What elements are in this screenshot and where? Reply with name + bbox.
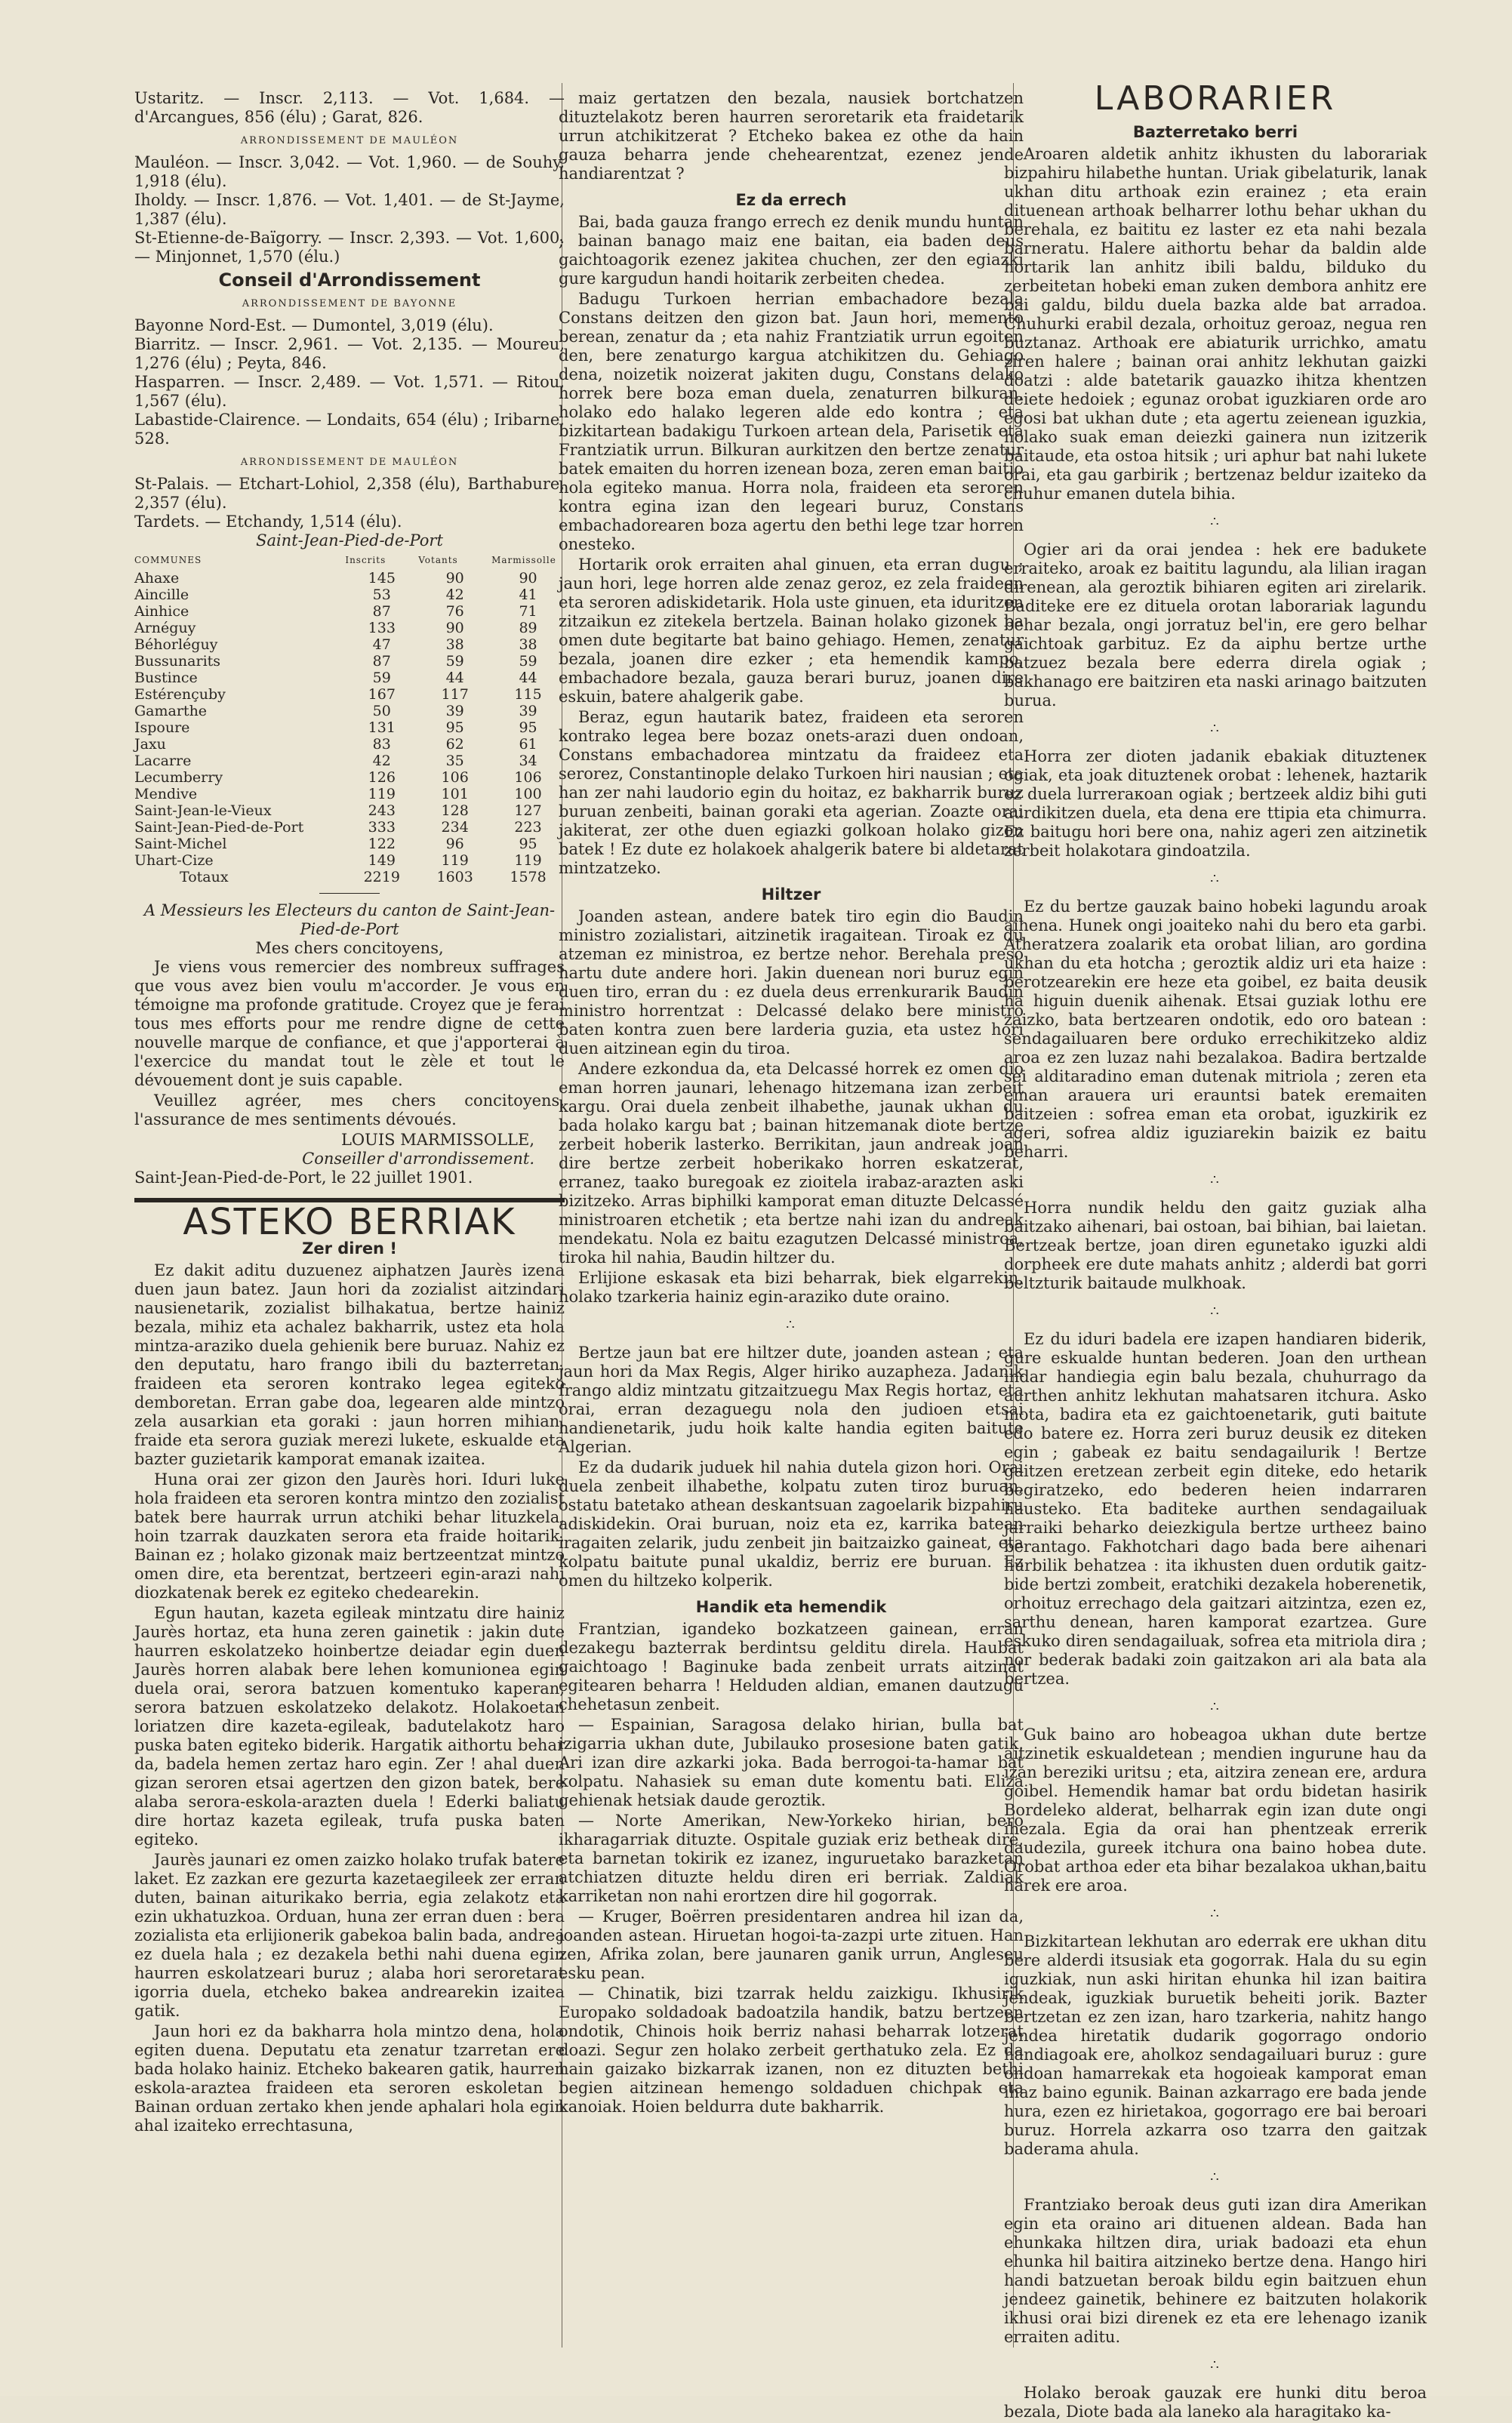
paragraph: Egun hautan, kazeta egileak mintzatu dire hainiz Jaurès hortaz, eta huna zeren gainetik : jakin dute haurren eskolatzeko hoinbertze deiadar egin duen Jaurès horren alabak bere lehen komunionea egin duela orai, serora batzuen komentuko kaperan, serora batzuen eskolatzeko delakotz. Holakoetan loriatzen dire kazeta-egileak, badutelakotz haro puska baten egiteko biderik. Hargatik aithortu behar da, badela hemen zertaz haro egin. Zer ! ahal duen gizan seroren etsai agertzen den gizon batek, bere alaba serora-eskola-arazten duela ! Ederki baliatu dire hortaz kazeta egileak, trufa puska baten egiteko. xyxy=(134,1604,565,1849)
paragraph: Guk baino aro hobeagoa ukhan dute bertze aitzinetik eskualdetean ; mendien ingurune hau da izan bereziki uritsu ; eta, aitzira zenean ere, ardura goibel. Hemendik hamar bat ordu bidetan hasirik Bordeleko alderat, belharrak egin izan dute ongi ihezala. Egia da orai han phentzeak errerik daudezila, gureek itchura ona baino hobea dute. Orobat arthoa eder eta bihar bezalakoa ukhan,baitu harek ere aroa. xyxy=(1004,1726,1427,1895)
article-body xyxy=(559,907,1024,1307)
commune-name: Saint-Jean-le-Vieux xyxy=(134,802,272,819)
table-cell: 76 xyxy=(445,603,464,620)
table-row xyxy=(134,836,565,852)
divider xyxy=(319,893,380,894)
article-body xyxy=(559,1344,1024,1590)
column-header: Marmissolle xyxy=(491,555,556,565)
conseil-title: Conseil d'Arrondissement xyxy=(218,269,481,291)
table-cell: 38 xyxy=(445,636,464,653)
commune-name: Aincille xyxy=(134,587,189,603)
table-cell: 95 xyxy=(445,719,464,736)
paragraph: Jaurès jaunari ez omen zaizko holako trufak batere laket. Ez zazkan ere gezurta kazetaegileek zer erran duten, bainan aiturikako berria, egia zelakotz eta ezin ukhatuzkoa. Orduan, huna zer erran duen : bera zozialista eta erlijionerik gabekoa balin bada, andrea ez duela hala ; ez dezakela bethi nahi duena egin haurren eskolatzeari buruz ; alaba hori seroretarat igorria duela, etcheko bakea andrearekin izaitea gatik. xyxy=(134,1851,565,2020)
table-cell: 234 xyxy=(441,819,469,836)
table-cell: 59 xyxy=(445,653,464,670)
paragraph: maiz gertatzen den bezala, nausiek bortchatzen dituztelakotz beren haurren seroretarik eta fraidetarik urrun atchikitzerat ? Etcheko bakea ez othe da hain gauza beharra jende chehearentzat, ezenez jende handiarentzat ? xyxy=(559,89,1024,183)
result-line: Labastide-Clairence. — Londaits, 654 (élu) ; Iribarne, 528. xyxy=(134,411,565,448)
commune-name: Lacarre xyxy=(134,753,192,769)
paragraph: Huna orai zer gizon den Jaurès hori. Iduri luke hola fraideen eta seroren kontra mintzo den zozialist batek bere haurrak urrun atchiki behar lituzkela, hoin tzarrak dauzkaten serora eta fraide hoitarik. Bainan ez ; holako gizonak maiz bertzeentzat mintzo omen dire, eta berentzat, bertzeeri egin-arazi nahi diozkatenak berek ez egiteko chedearekin. xyxy=(134,1470,565,1602)
article-continuation xyxy=(559,89,1024,183)
table-row xyxy=(134,670,565,686)
table-row xyxy=(134,570,565,587)
paragraph: Bertze jaun bat ere hiltzer dute, joanden astean ; eta jaun hori da Max Regis, Alger hiriko auzapheza. Jadanik frango aldiz mintzatu gitzaitzuegu Max Regis hortaz, eta orai, erran dezaguegu nola den judioen etsai handienetarik, judu hoik kalte handia egiten baitute Algerian. xyxy=(559,1344,1024,1456)
paragraph: — Chinatik, bizi tzarrak heldu zaizkigu. Ikhusirik Europako soldadoak badoatzila handik, batzu bertzeen ondotik, Chinois hoik berriz nahasi beharrak lotzerat doazi. Segur zen holako zerbeit gerthatuko zela. Ez da hain gaizako bizkarrak izanen, non ez dituzten bethi begien aitzinean hemengo soldaduen chichpak eta kanoiak. Hoien beldurra dute bakharrik. xyxy=(559,1984,1024,2116)
commune-name: Ahaxe xyxy=(134,570,180,587)
paragraph: Frantzian, igandeko bozkatzeen gainean, erran dezakegu bazterrak berdintsu gelditu direla. Haubat gaichtoago ! Baginuke bada zenbeit urrats aitzinat egitearen beharra ! Helduden aldian, emanen dautzugu chehetasun zenbeit. xyxy=(559,1620,1024,1713)
table-cell: 61 xyxy=(519,736,537,753)
commune-name: Béhorléguy xyxy=(134,636,218,653)
totals-label: Totaux xyxy=(180,869,229,885)
arrondissement-bayonne: ARRONDISSEMENT DE BAYONNE xyxy=(242,298,457,309)
table-cell: 90 xyxy=(445,620,464,636)
table-cell: 62 xyxy=(445,736,464,753)
table-row xyxy=(134,653,565,670)
table-cell: 39 xyxy=(519,703,537,719)
table-cell: 87 xyxy=(372,653,391,670)
totals-row xyxy=(134,869,565,885)
table-cell: 119 xyxy=(368,786,396,802)
commune-name: Bussunarits xyxy=(134,653,221,670)
table-row xyxy=(134,620,565,636)
table-row xyxy=(134,736,565,753)
table-row xyxy=(134,802,565,819)
bayonne-results xyxy=(134,316,565,448)
column-header: COMMUNES xyxy=(134,555,202,565)
commune-name: Jaxu xyxy=(134,736,166,753)
separator-stars: ∴ xyxy=(1210,1906,1221,1922)
table-row xyxy=(134,703,565,719)
paragraph: Andere ezkondua da, eta Delcassé horrek ez omen dio eman horren jaunari, lehenago hitzemana izan zerbeit kargu. Orai duela zenbeit ilhabethe, jaunak ukhan du bada holako kargu bat ; bainan hitzemanak diote bertze zerbeit hoberik lasterko. Berrikitan, jaun andreak joan dire bertze zerbeit hoberikako horren eskatzerat, erranez, taako buregoak ez zioitela irabaz-arazten aski bizitzeko. Arras biphilki kamporat eman dituzte Delcassé ministroaren etchetik ; eta bertze nahi izan du andreak mendekatu. Nola ez baitu ezagutzen Delcassé ministroa, tiroka hil nahia, Baudin hiltzer du. xyxy=(559,1060,1024,1267)
table-cell: 167 xyxy=(368,686,396,703)
paragraph: Joanden astean, andere batek tiro egin dio Baudin ministro zozialistari, aitzinetik iragaitean. Tiroak ez du atzeman ez ministroa, ez bertze nehor. Berehala preso hartu dute andere hori. Jakin duenean nori buruz egin duen tiro, erran du : ez duela deus errenkurarik Baudin ministro horrentzat : Delcassé delako bere ministro baten kontra zuen bere larderia guzia, eta ustez hori duen aitzinean egin du tiroa. xyxy=(559,907,1024,1058)
result-line: Biarritz. — Inscr. 2,961. — Vot. 2,135. — Moureu, 1,276 (élu) ; Peyta, 846. xyxy=(134,335,565,372)
table-cell: 53 xyxy=(372,587,391,603)
column-header: Votants xyxy=(418,555,458,565)
table-cell: 90 xyxy=(445,570,464,587)
letter-title: A Messieurs les Electeurs du canton de Saint-Jean-Pied-de-Port xyxy=(143,901,556,938)
commune-name: Mendive xyxy=(134,786,198,802)
table-cell: 1578 xyxy=(510,869,547,885)
commune-name: Gamarthe xyxy=(134,703,208,719)
signature-name: LOUIS MARMISSOLLE, xyxy=(340,1131,534,1149)
article-body xyxy=(559,213,1024,878)
signature-title: Conseiller d'arrondissement. xyxy=(302,1150,534,1168)
table-cell: 41 xyxy=(519,587,537,603)
column-header: Inscrits xyxy=(345,555,386,565)
article-title: Zer diren ! xyxy=(302,1239,397,1258)
table-cell: 119 xyxy=(514,852,542,869)
paragraph: Ez dakit aditu duzuenez aiphatzen Jaurès izena duen jaun batez. Jaun hori da zozialist aitzindari nausienetarik, zozialist bilhakatua, bertze hainiz bezala, mihiz eta achalez bakharrik, ustez eta hola mintza-araziko duela gehienik bere buruaz. Nahiz ez den deputatu, haro frango ibili du bazterretan, fraideen eta seroren kontrako legea egiteko demboretan. Erran gabe doa, legearen alde mintzo zela ausarkian eta goraki : jaun horren mihian, fraide eta serora guziak merezi lukete, eskualde eta bazter guzietarik kamporat emanak izaitea. xyxy=(134,1261,565,1468)
letter-paragraph: Veuillez agréer, mes chers concitoyens, l'assurance de mes sentiments dévoués. xyxy=(134,1091,565,1128)
letter-paragraph: Je viens vous remercier des nombreux suffrages que vous avez bien voulu m'accorder. Je vous en témoigne ma profonde gratitude. Croyez que je ferai tous mes efforts pour me rendre digne de cette nouvelle marque de confiance, et que j'apporterai à l'exercice du mandat tout le zèle et tout le dévouement dont je suis capable. xyxy=(134,958,565,1089)
article-title: Bazterretako berri xyxy=(1132,123,1298,141)
table-row xyxy=(134,587,565,603)
table-cell: 106 xyxy=(441,769,469,786)
table-cell: 127 xyxy=(514,802,542,819)
commune-name: Arnéguy xyxy=(134,620,196,636)
mauleon-results xyxy=(134,475,565,531)
commune-name: Bustince xyxy=(134,670,198,686)
column-middle xyxy=(559,89,1024,2118)
table-cell: 83 xyxy=(372,736,391,753)
table-cell: 223 xyxy=(514,819,542,836)
result-line: Ustaritz. — Inscr. 2,113. — Vot. 1,684. — d'Arcangues, 856 (élu) ; Garat, 826. xyxy=(134,89,565,126)
table-row xyxy=(134,852,565,869)
table-cell: 89 xyxy=(519,620,537,636)
paragraph: Holako beroak gauzak ere hunki ditu beroa bezala, Diote bada ala laneko ala haragitako ka- xyxy=(1004,2384,1427,2421)
table-cell: 50 xyxy=(372,703,391,719)
paragraph: Ez du iduri badela ere izapen handiaren biderik, gure eskualde huntan bederen. Joan den urthean indar handiegia egin balu bezala, chuhurrago da aurthen anhitz lekhutan mahatsaren itchura. Asko mota, badira eta ez gaichtoenetarik, guti baitute edo batere ez. Horra zeri buruz deusik ez diteken egin ; gabeak ez baitu sendagailurik ! Bertze gaitzen eretzean zerbeit egin diteke, edo hetarik begiratzeko, edo bederen heien indarraren hausteko. Eta baditeke aurthen sendagailuak jarraiki beharko deiezkigula bertze urtheez baino berantago. Fakhotchari dago bada bere aihenari hurbilik behatzea : ita ikhusten duen ordutik gaitz-bide bertzi zombeit, eratchiki dezakela hoberenetik, orhoituz errechago dela gaitzari aitzintza, ezen ez, sarthu denean, haren kamporat ezartzea. Gure eskuko diren sendagailuak, sofrea eta mitriola dira ; nor bederak badaki zoin gaitzakon ari ala bata ala bertzea. xyxy=(1004,1330,1427,1688)
canton-title: Saint-Jean-Pied-de-Port xyxy=(256,531,443,550)
commune-name: Estérençuby xyxy=(134,686,226,703)
table-cell: 333 xyxy=(368,819,396,836)
result-line: Hasparren. — Inscr. 2,489. — Vot. 1,571. — Ritou, 1,567 (élu). xyxy=(134,373,565,410)
section-heading-asteko-berriak: ASTEKO BERRIAK xyxy=(134,1198,565,1232)
table-row xyxy=(134,769,565,786)
paragraph: Ogier ari da orai jendea : hek ere badukete erraiteko, aroak ez baititu lagundu, ala lilian iragan direnean, ala geroztik bihiaren egiten ari zirelarik. Baditeke ere ez dituela orotan laborariak lagundu behar bezala, ongi jorratuz bel'in, ere gero belhar gaichtoak garbituz. Ez da aiphu bertze urthe batzuez bezala bere ederra direla ogiak ; bakhanago ere baitziren eta naski arinago baitzuten burua. xyxy=(1004,540,1427,710)
result-line: Iholdy. — Inscr. 1,876. — Vot. 1,401. — de St-Jayme, 1,387 (élu). xyxy=(134,191,565,228)
section-heading-laborarier: LABORARIER xyxy=(1094,79,1337,118)
table-cell: 2219 xyxy=(363,869,400,885)
paragraph: Ez du bertze gauzak baino hobeki lagundu aroak aihena. Hunek ongi joaiteko nahi du bero eta garbi. Atheratzera zoalarik eta orobat lilian, aro gordina ukhan du eta hotcha ; geroztik aldiz uri eta haize : berotzearekin ere heze eta goibel, ez baita deusik ha higuin duenik aihenak. Etsai guziak lothu ere zaizko, bata bertzearen ondotik, edo oro batean : sendagailuaren bere orduko errechikitzeko aldiz aroa ez zen luzaz nahi bezalakoa. Badira bertzalde sei alditaradino eman dutenak mitriola ; zeren eta eman arauera uri erauntsi batek eremaiten baitzeien : sofrea eman eta orobat, iguzkirik ez ageri, sofrea aldiz iguziarekin baizik ez baitu beharri. xyxy=(1004,897,1427,1161)
paragraph: Beraz, egun hautarik batez, fraideen eta seroren kontrako legea bere bozaz onets-arazi duen ondoan, Constans embachadorea mintzatu da fraideez eta serorez, Constantinople delako Turkoen hiri nausian ; eta han zer nahi laudorio egin du hoitaz, ez bakharrik buruz buruan zenbeiti, bainan goraki eta agerian. Zoazte orai jakiterat, zer othe duen egiazki golkoan holako gizon batek ! Ez dute ez holakoek ahalgerik batere bi aldetarat mintzatzeko. xyxy=(559,708,1024,877)
table-cell: 117 xyxy=(441,686,469,703)
table-cell: 115 xyxy=(514,686,542,703)
paragraph: Horra nundik heldu den gaitz guziak alha baitzako aihenari, bai ostoan, bai bihian, bai laietan. Bertzeak bertze, joan diren egunetako iguzki aldi dorpheek ere dute mahats anhitz ; alderdi bat gorri beltzturik baitaude mulkhoak. xyxy=(1004,1199,1427,1292)
paragraph: Bizkitartean lekhutan aro ederrak ere ukhan ditu bere alderdi itsusiak eta gogorrak. Hala du su egin iguzkiak, nun aski hiritan ehunka hil izan baitira jendeak, iguzkiak buruetik beheiti jorik. Bazter bertzetan ez zen izan, haro tzarkeria, nahitz hango jendea hiretatik dudarik gogorrago ondorio handiagoak ere, aholkoz sendagailuari buruz : gure ondoan hamarrekak eta hogoieak kamporat eman ihaz baino egunik. Bainan azkarrago ere bada jende hura, ezen ez hirietakoa, gogorrago ere bai beroari buruz. Horrela azkarra oso tzarra den gaitzak baderama ahula. xyxy=(1004,1932,1427,2158)
paragraph: — Kruger, Boërren presidentaren andrea hil izan da, joanden astean. Hiruetan hogoi-ta-zazpi urte zituen. Han zen, Afrika zolan, bere jaunaren ganik urrun, Angleseu esku pean. xyxy=(559,1907,1024,1982)
paragraph: Ez da dudarik juduek hil nahia dutela gizon hori. Orai duela zenbeit ilhabethe, kolpatu zuten tiroz buruan, ostatu batetako athean deskantsuan zagoelarik bizpahiru adiskidekin. Orai buruan, noiz eta ez, karrika batean iragaiten zelarik, judu zenbeit jin baitzaizko gaineat, eta kolpatu baitute punal ukaldiz, berriz ere buruan. Ez omen du hiltzeko kolperik. xyxy=(559,1458,1024,1590)
paragraph: Frantziako beroak deus guti izan dira Amerikan egin eta oraino ari dituenen aldean. Bada han ehunkaka hiltzen dira, uriak badoazi eta ehun ehunka hil baitira aitzineko bertze dena. Hango hiri handi batzuetan beroak bildu egin baitzuen ehun jendeez gainetik, behinere ez baitzuten holakorik ikhusi orai bizi direnek ez eta ere lehenago izanik erraiten aditu. xyxy=(1004,2196,1427,2346)
letter-greeting: Mes chers concitoyens, xyxy=(255,939,444,957)
column-right xyxy=(1004,79,1427,2423)
table-row xyxy=(134,753,565,769)
table-cell: 42 xyxy=(372,753,391,769)
separator-stars: ∴ xyxy=(1210,1699,1221,1715)
table-cell: 126 xyxy=(368,769,396,786)
article-body xyxy=(1004,145,1427,2421)
table-cell: 122 xyxy=(368,836,396,852)
table-row xyxy=(134,603,565,620)
table-cell: 42 xyxy=(445,587,464,603)
article-body xyxy=(559,1620,1024,2117)
paragraph: Hortarik orok erraiten ahal ginuen, eta erran dugu ; jaun hori, lege horren alde zenaz geroz, ez zela fraideen eta seroren adiskidetarik. Hola uste ginuen, eta iduritzen zitzaikun ez zitekela bertzela. Bainan holako gizonek ba omen dute begitarte bat baino gehiago. Hemen, zenatur bezala, joanen dire ezker ; eta hemendik kampo, embachadore bezala, gauza berari buruz, joanen dire eskuin, batere ahalgerik gabe. xyxy=(559,556,1024,706)
table-cell: 35 xyxy=(445,753,464,769)
result-line: Bayonne Nord-Est. — Dumontel, 3,019 (élu). xyxy=(134,316,494,334)
commune-name: Uhart-Cize xyxy=(134,852,214,869)
paragraph: Badugu Turkoen herrian embachadore bezala Constans deitzen den gizon bat. Jaun hori, memento berean, zenatur da ; eta nahiz Frantziatik urrun egoiten den, bere zenaturgo kargua atchikitzen du. Gehiago dena, noizetik noizerat jakiten dugu, Constans delako horrek bere boza eman duela, zenaturren bilkuran, holako edo halako legeren alde edo kontra ; eta bizkitartean badakigu Turkoen artean dela, Parisetik eta Frantziatik urrun. Bilkuran aurkitzen den bertze zenatur batek emaiten du horren izenean boza, zeren eman baitio hola egiteko manua. Horra nola, fraideen eta seroren kontra egina izan den legeari buruz, Constans embachadorearen boza agertu den bethi lege tzar horren onesteko. xyxy=(559,290,1024,553)
table-cell: 39 xyxy=(445,703,464,719)
result-line: Tardets. — Etchandy, 1,514 (élu). xyxy=(134,513,402,531)
table-row xyxy=(134,819,565,836)
table-row xyxy=(134,686,565,703)
table-row xyxy=(134,636,565,653)
article-body xyxy=(134,1261,565,2135)
table-cell: 128 xyxy=(441,802,469,819)
separator-stars: ∴ xyxy=(1210,1172,1221,1188)
paragraph: Erlijione eskasak eta bizi beharrak, biek elgarrekin, holako tzarkeria hainiz egin-araziko dute oraino. xyxy=(559,1269,1024,1306)
table-cell: 38 xyxy=(519,636,537,653)
commune-name: Saint-Jean-Pied-de-Port xyxy=(134,819,304,836)
separator-stars: ∴ xyxy=(1210,871,1221,887)
table-cell: 59 xyxy=(372,670,391,686)
article-title: Hiltzer xyxy=(761,885,821,904)
separator-stars: ∴ xyxy=(1210,1304,1221,1319)
table-cell: 1603 xyxy=(436,869,473,885)
table-cell: 44 xyxy=(519,670,537,686)
result-line: St-Palais. — Etchart-Lohiol, 2,358 (élu), Barthabure, 2,357 (élu). xyxy=(134,475,565,512)
table-cell: 95 xyxy=(519,836,537,852)
paragraph: Bai, bada gauza frango errech ez denik mundu huntan ; bainan banago maiz ene baitan, eia baden deus gaichtoagorik ezenez jakitea chuchen, zer den egiazki gure kargudun handi hoitarik zerbeiten chedea. xyxy=(559,213,1024,288)
table-cell: 90 xyxy=(519,570,537,587)
paragraph: — Norte Amerikan, New-Yorkeko hirian, bero ikharagarriak dituzte. Ospitale guziak eriz betheak dire, eta barnetan tokirik ez izanez, inguruetako barazketan atchiatzen dituzte heldu diren eri berriak. Zaldiak karriketan non nahi erortzen dire hil gogorrak. xyxy=(559,1812,1024,1905)
paragraph: Aroaren aldetik anhitz ikhusten du laborariak bizpahiru hilabethe huntan. Uriak gibelaturik, lanak ukhan ditu arthoak ezin erainez ; eta erain dituenean arthoak belharrer lothu behar ukhan du berehala, ez baititu ez laster ez eta nahi bezala barneratu. Halere aithortu behar da baldin alde hortarik lan anhitz ibili baldu, bilduko du zerbeitetan hobeki eman zuken dembora anhitz ere bai galdu, bildu duela bazka alde bat arradoa. Chuhurki erabil dezala, orhoituz geroaz, negua ren buztanaz. Arthoak ere abiaturik urrichko, amatu ziren halere ; bainan orai anhitz lekhutan gaizki doatzi : alde batetarik gauazko ihitza khentzen deiete hedoiek ; egunaz orobat iguzkiaren orde aro egosi bat ukhan dute ; eta agertu zeienean iguzkia, holako suak eman deiezki gainera nun izitzerik baitaude, eta ostoa hitsik ; uri aphur bat nahi lukete orai, eta gau garbirik ; bertzenaz beldur izaiteko da chuhur emanen dutela bihia. xyxy=(1004,145,1427,503)
table-body xyxy=(134,570,565,885)
separator-stars: ∴ xyxy=(1210,721,1221,737)
result-line: Mauléon. — Inscr. 3,042. — Vot. 1,960. — de Souhy, 1,918 (élu). xyxy=(134,153,565,190)
commune-name: Ainhice xyxy=(134,603,189,620)
arrondissement-mauleon: ARRONDISSEMENT DE MAULÉON xyxy=(240,457,459,468)
table-header xyxy=(134,550,565,570)
table-cell: 47 xyxy=(372,636,391,653)
separator-stars: ∴ xyxy=(786,1317,796,1333)
results-table xyxy=(134,550,565,885)
table-cell: 34 xyxy=(519,753,537,769)
table-cell: 131 xyxy=(368,719,396,736)
table-cell: 95 xyxy=(519,719,537,736)
signature-date: Saint-Jean-Pied-de-Port, le 22 juillet 1901. xyxy=(134,1168,473,1187)
table-cell: 133 xyxy=(368,620,396,636)
election-results-top xyxy=(134,89,565,266)
table-cell: 145 xyxy=(368,570,396,587)
table-cell: 100 xyxy=(514,786,542,802)
separator-stars: ∴ xyxy=(1210,514,1221,530)
table-cell: 59 xyxy=(519,653,537,670)
table-cell: 106 xyxy=(514,769,542,786)
table-cell: 44 xyxy=(445,670,464,686)
paragraph: — Espainian, Saragosa delako hirian, bulla bat izigarria ukhan dute, Jubilauko prosesione baten gatik. Ari izan dire azkarki joka. Bada berrogoi-ta-hamar bat kolpatu. Nahasiek su eman dute komentu bati. Eliza gehienak hetsiak daude geroztik. xyxy=(559,1716,1024,1809)
table-cell: 71 xyxy=(519,603,537,620)
article-title: Ez da errech xyxy=(735,191,847,209)
article-title: Handik eta hemendik xyxy=(695,1598,887,1616)
table-cell: 149 xyxy=(368,852,396,869)
result-line: St-Etienne-de-Baïgorry. — Inscr. 2,393. — Vot. 1,600. — Minjonnet, 1,570 (élu.) xyxy=(134,229,565,266)
table-row xyxy=(134,719,565,736)
table-cell: 119 xyxy=(441,852,469,869)
column-left xyxy=(134,89,565,2137)
arrondissement-label: ARRONDISSEMENT DE MAULÉON xyxy=(240,135,459,146)
table-cell: 243 xyxy=(368,802,396,819)
paragraph: Horra zer dioten jadanik ebakiak dituzteneк ogiak, eta joak dituztenek orobat : lehenek, haztarik ez duela lurreraкoan ogiak ; bertzeek aldiz bihi guti aurdikitzen duela, eta dena ere ttipia eta chimurra. Ez baitugu hori bere ona, nahiz ageri zen aitzinetik zerbeit holakotara gindoatzila. xyxy=(1004,747,1427,860)
separator-stars: ∴ xyxy=(1210,2357,1221,2373)
paragraph: Jaun hori ez da bakharra hola mintzo dena, hola egiten duena. Deputatu eta zenatur tzarretan ere bada holako hainiz. Etcheko bakearen gatik, haurren eskola-araztea fraideen eta seroren eskoletan ! Bainan orduan zertako khen jende aphalari hola egin ahal izaiteko errechtasuna, xyxy=(134,2022,565,2135)
separator-stars: ∴ xyxy=(1210,2169,1221,2185)
commune-name: Ispoure xyxy=(134,719,190,736)
table-cell: 87 xyxy=(372,603,391,620)
commune-name: Lecumberry xyxy=(134,769,223,786)
table-cell: 101 xyxy=(441,786,469,802)
table-row xyxy=(134,786,565,802)
commune-name: Saint-Michel xyxy=(134,836,227,852)
table-cell: 96 xyxy=(445,836,464,852)
